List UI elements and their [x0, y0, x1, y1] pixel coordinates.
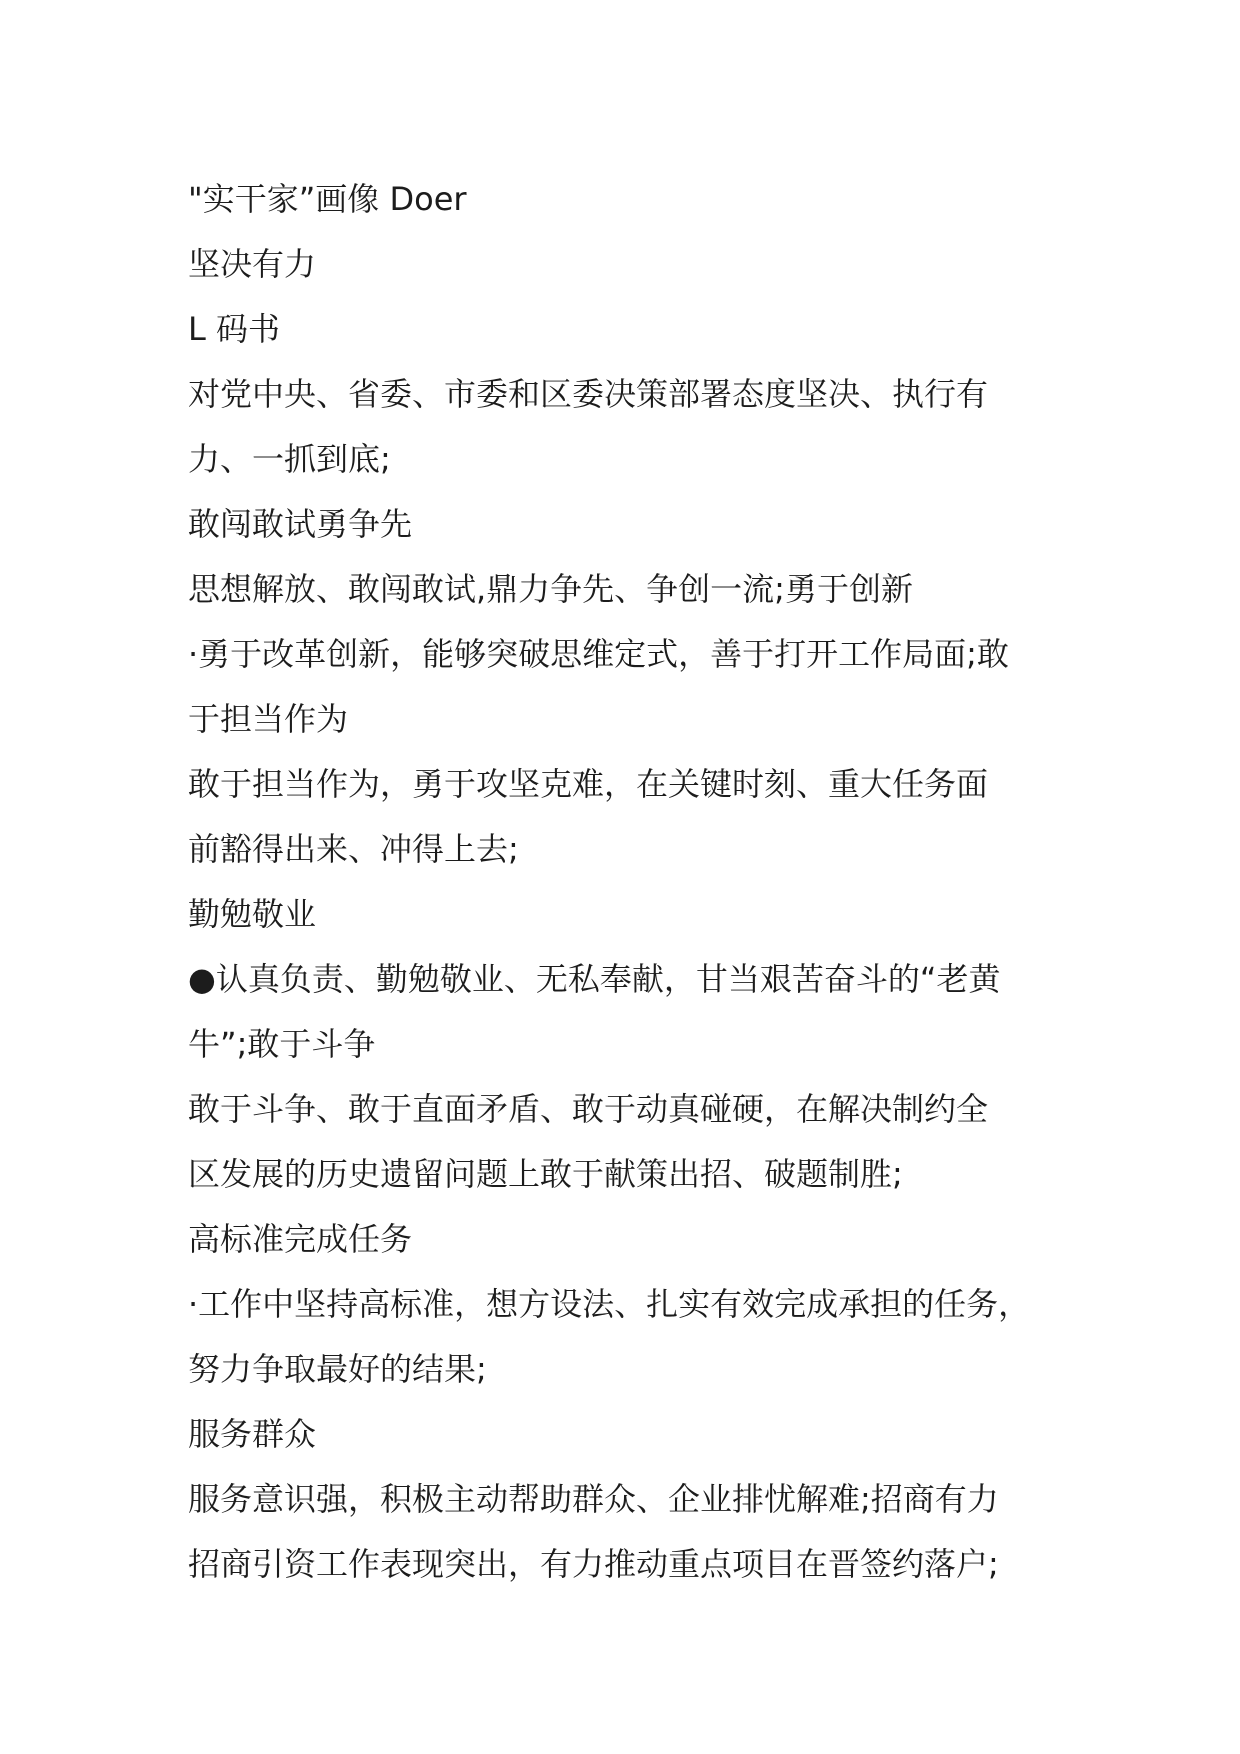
text-line: 勤勉敬业: [188, 895, 317, 933]
text-line: 于担当作为: [188, 700, 349, 738]
text-line: ·工作中坚持高标准，想方设法、扎实有效完成承担的任务，: [188, 1285, 1031, 1323]
document-title: "实干家”画像 Doer: [188, 180, 467, 218]
text-line: 牛”;敢于斗争: [188, 1025, 376, 1063]
text-line: 招商引资工作表现突出，有力推动重点项目在晋签约落户;: [188, 1545, 999, 1583]
text-line: 坚决有力: [188, 245, 317, 283]
text-line: ●认真负责、勤勉敬业、无私奉献，甘当艰苦奋斗的“老黄: [188, 960, 1001, 998]
text-line: 对党中央、省委、市委和区委决策部署态度坚决、执行有: [188, 375, 989, 413]
text-line: 服务意识强，积极主动帮助群众、企业排忧解难;招商有力: [188, 1480, 999, 1518]
text-line: 力、一抓到底;: [188, 440, 391, 478]
text-line: 敢闯敢试勇争先: [188, 505, 413, 543]
text-line: 敢于担当作为，勇于攻坚克难，在关键时刻、重大任务面: [188, 765, 989, 803]
text-line: L 码书: [188, 310, 281, 348]
text-line: 前豁得出来、冲得上去;: [188, 830, 519, 868]
text-line: 服务群众: [188, 1415, 317, 1453]
text-line: ·勇于改革创新，能够突破思维定式，善于打开工作局面;敢: [188, 635, 1009, 673]
text-line: 敢于斗争、敢于直面矛盾、敢于动真碰硬，在解决制约全: [188, 1090, 989, 1128]
text-line: 高标准完成任务: [188, 1220, 413, 1258]
text-line: 思想解放、敢闯敢试,鼎力争先、争创一流;勇于创新: [188, 570, 913, 608]
document-body: [188, 167, 1088, 1597]
text-line: 努力争取最好的结果;: [188, 1350, 487, 1388]
text-line: 区发展的历史遗留问题上敢于献策出招、破题制胜;: [188, 1155, 903, 1193]
